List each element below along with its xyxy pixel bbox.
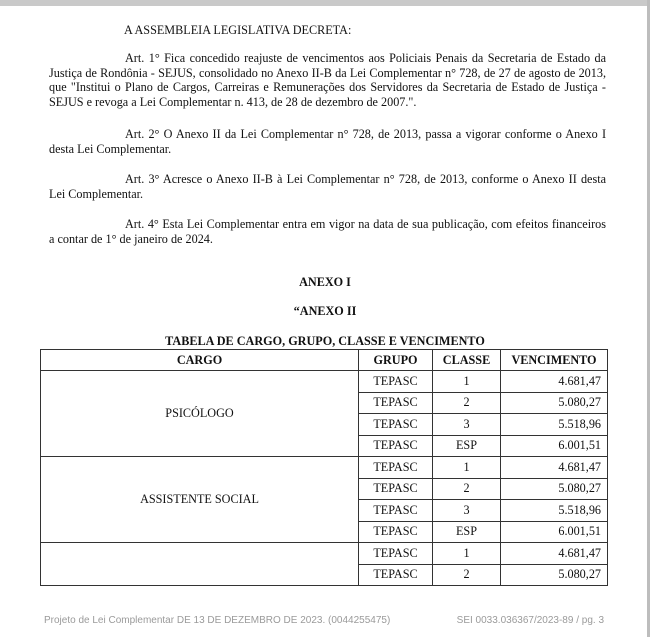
classe-cell: 2 <box>433 478 501 500</box>
header-cargo: CARGO <box>41 350 359 371</box>
vencimento-cell: 5.080,27 <box>501 478 608 500</box>
vencimento-cell: 6.001,51 <box>501 521 608 543</box>
table-row <box>41 371 608 393</box>
classe-cell: ESP <box>433 435 501 457</box>
grupo-cell: TEPASC <box>359 457 433 479</box>
annex-title: ANEXO I <box>299 275 351 289</box>
vencimento-cell: 5.080,27 <box>501 564 608 586</box>
grupo-cell: TEPASC <box>359 478 433 500</box>
vencimento-cell: 4.681,47 <box>501 371 608 393</box>
header-vencimento: VENCIMENTO <box>501 350 608 371</box>
top-edge <box>0 0 650 6</box>
vencimento-cell: 5.080,27 <box>501 392 608 414</box>
classe-cell: 1 <box>433 371 501 393</box>
classe-cell: 1 <box>433 457 501 479</box>
table-header-row <box>41 350 608 371</box>
classe-cell: ESP <box>433 521 501 543</box>
footer-sei-page: SEI 0033.036367/2023-89 / pg. 3 <box>456 615 604 626</box>
salary-table <box>40 349 608 586</box>
grupo-cell: TEPASC <box>359 392 433 414</box>
footer-document-reference: Projeto de Lei Complementar DE 13 DE DEZEMBRO DE 2023. (0044255475) <box>44 615 391 626</box>
decree-heading: A ASSEMBLEIA LEGISLATIVA DECRETA: <box>124 23 352 37</box>
article-2: Art. 2° O Anexo II da Lei Complementar n° 728, de 2013, passa a vigorar conforme o Anexo I desta Lei Complementar. <box>49 127 606 156</box>
classe-cell: 2 <box>433 564 501 586</box>
grupo-cell: TEPASC <box>359 435 433 457</box>
article-4: Art. 4° Esta Lei Complementar entra em vigor na data de sua publicação, com efeitos financeiros a contar de 1° de janeiro de 2024. <box>49 217 606 246</box>
header-classe: CLASSE <box>433 350 501 371</box>
article-3: Art. 3° Acresce o Anexo II-B à Lei Complementar n° 728, de 2013, conforme o Anexo II desta Lei Complementar. <box>49 172 606 201</box>
cargo-cell <box>41 543 359 586</box>
classe-cell: 3 <box>433 500 501 522</box>
grupo-cell: TEPASC <box>359 500 433 522</box>
classe-cell: 1 <box>433 543 501 565</box>
table-title: TABELA DE CARGO, GRUPO, CLASSE E VENCIMENTO <box>165 334 485 348</box>
grupo-cell: TEPASC <box>359 521 433 543</box>
annex-subtitle: “ANEXO II <box>293 304 357 318</box>
grupo-cell: TEPASC <box>359 564 433 586</box>
classe-cell: 3 <box>433 414 501 436</box>
page-footer <box>44 615 604 626</box>
vencimento-cell: 5.518,96 <box>501 414 608 436</box>
article-1: Art. 1° Fica concedido reajuste de vencimentos aos Policiais Penais da Secretaria de Estado da Justiça de Rondônia - SEJUS, consolidado no Anexo II-B da Lei Complementar n° 728, de 27 de agosto de 2013, que "Institui o Plano de Cargos, Carreiras e Remunerações dos Servidores da Secretaria de Estado de Justiça - SEJUS e revoga a Lei Complementar n. 413, de 28 de dezembro de 2007.". <box>49 51 606 110</box>
grupo-cell: TEPASC <box>359 371 433 393</box>
vencimento-cell: 5.518,96 <box>501 500 608 522</box>
grupo-cell: TEPASC <box>359 543 433 565</box>
header-grupo: GRUPO <box>359 350 433 371</box>
vencimento-cell: 4.681,47 <box>501 457 608 479</box>
table-row <box>41 457 608 479</box>
vencimento-cell: 4.681,47 <box>501 543 608 565</box>
grupo-cell: TEPASC <box>359 414 433 436</box>
classe-cell: 2 <box>433 392 501 414</box>
cargo-cell: ASSISTENTE SOCIAL <box>41 457 359 543</box>
vencimento-cell: 6.001,51 <box>501 435 608 457</box>
cargo-cell: PSICÓLOGO <box>41 371 359 457</box>
table-row <box>41 543 608 565</box>
